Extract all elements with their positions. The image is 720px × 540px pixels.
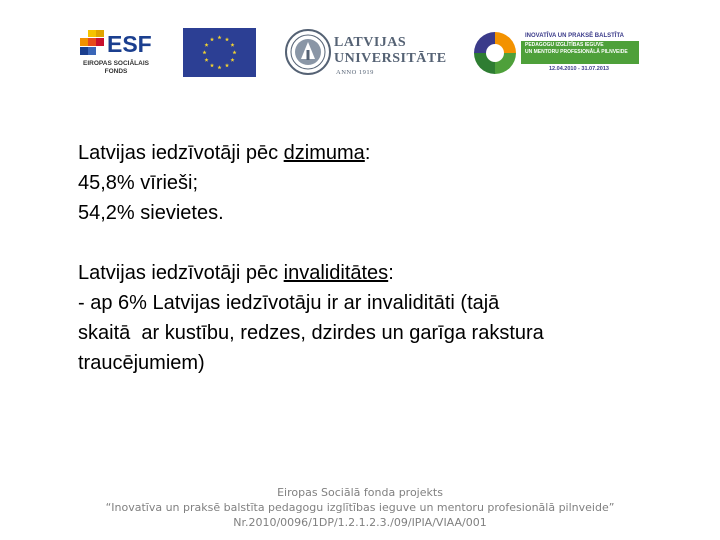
university-name <box>334 35 447 67</box>
project-logo <box>471 28 647 82</box>
disability-heading <box>78 258 678 288</box>
university-name-line2: UNIVERSITĀTE <box>334 51 447 66</box>
footer-line-1: Eiropas Sociālā fonda projekts <box>277 486 443 499</box>
project-band-line1: PEDAGOGU IZGLĪTĪBAS IEGUVE <box>525 42 604 48</box>
esf-wordmark: ESF <box>107 31 152 57</box>
gender-heading <box>78 138 678 168</box>
esf-subtitle-line2: FONDS <box>104 68 128 75</box>
project-band <box>521 41 639 64</box>
project-band-line2: UN MENTORU PROFESIONĀLĀ PILNVEIDE <box>525 49 628 55</box>
esf-subtitle-line1: EIROPAS SOCIĀLAIS <box>83 60 149 67</box>
disability-heading-suffix: : <box>388 262 394 284</box>
gender-heading-prefix: Latvijas iedzīvotāji pēc <box>78 142 284 164</box>
eu-flag-icon <box>183 28 256 77</box>
gender-keyword: dzimuma <box>283 142 365 164</box>
university-seal-icon <box>284 28 332 76</box>
footer <box>0 485 720 530</box>
disability-line-4: traucējumiem) <box>78 352 205 374</box>
gender-heading-suffix: : <box>364 142 371 164</box>
gender-men-line: 45,8% vīrieši; <box>78 172 199 194</box>
footer-line-3: Nr.2010/0096/1DP/1.2.1.2.3./09/IPIA/VIAA/001 <box>233 516 487 529</box>
esf-logo <box>78 28 158 82</box>
esf-mark-icon <box>78 30 106 56</box>
disability-heading-prefix: Latvijas iedzīvotāji pēc <box>78 262 284 284</box>
footer-line-2: “Inovatīva un praksē balstīta pedagogu izglītības ieguve un mentoru profesionālā pilnveide” <box>105 501 615 514</box>
logo-strip <box>0 0 720 95</box>
university-logo <box>284 28 456 80</box>
slide-content <box>78 138 678 378</box>
disability-line-3: skaitā ar kustību, redzes, dzirdes un garīga rakstura <box>78 322 544 344</box>
disability-paragraph <box>78 258 678 378</box>
gender-women-line: 54,2% sievietes. <box>78 202 224 224</box>
disability-line-2: - ap 6% Latvijas iedzīvotāju ir ar invaliditāti (tajā <box>78 292 500 314</box>
gender-paragraph <box>78 138 678 228</box>
project-dates: 12.04.2010 - 31.07.2013 <box>549 66 609 72</box>
project-mark-icon <box>471 28 519 78</box>
project-title: INOVATĪVA UN PRAKSĒ BALSTĪTA <box>525 33 624 39</box>
esf-subtitle <box>78 60 154 76</box>
university-anno: ANNO 1919 <box>336 69 374 76</box>
disability-keyword: invaliditātes <box>283 262 389 284</box>
university-name-line1: LATVIJAS <box>334 35 407 50</box>
